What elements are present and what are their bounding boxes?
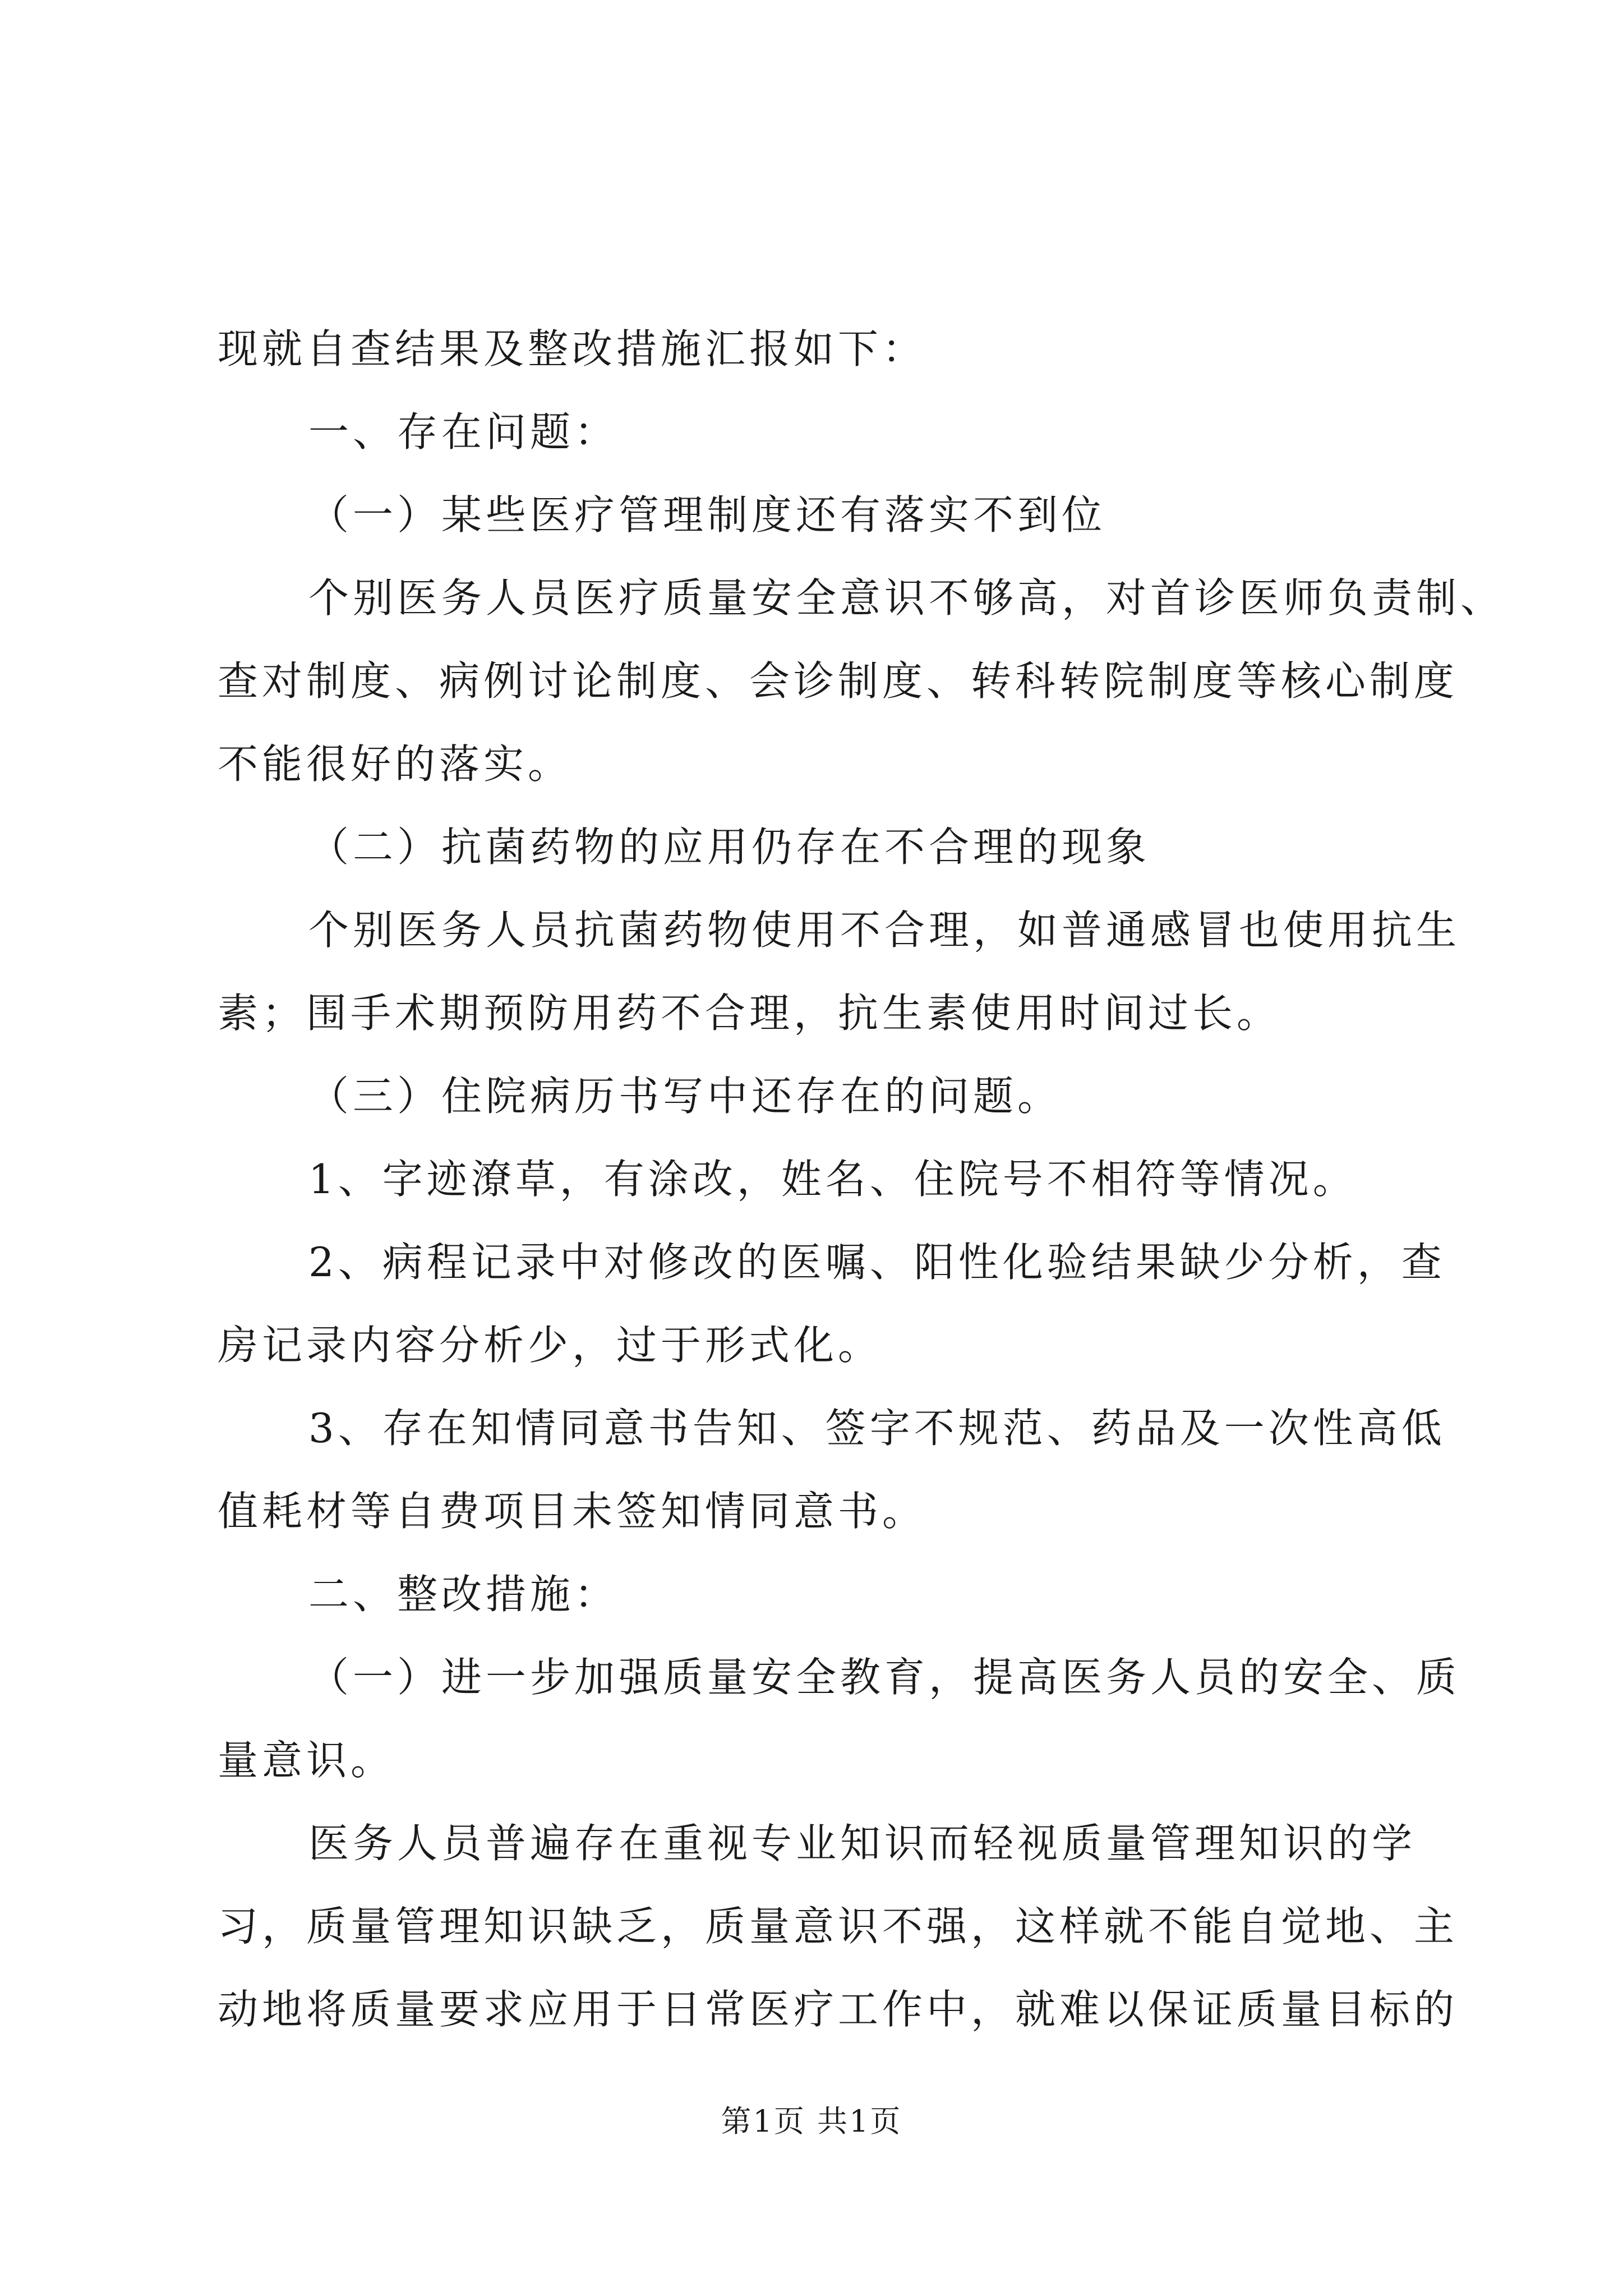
list-item-2: 2、病程记录中对修改的医嘱、阳性化验结果缺少分析，查 <box>308 1239 1446 1286</box>
list-item-2-continued: 房记录内容分析少，过于形式化。 <box>218 1322 883 1369</box>
section-heading-measures: 二、整改措施： <box>308 1571 619 1618</box>
paragraph-line: 习，质量管理知识缺乏，质量意识不强，这样就不能自觉地、主 <box>218 1903 1459 1950</box>
document-body <box>218 307 1505 2051</box>
paragraph-line: 个别医务人员医疗质量安全意识不够高，对首诊医师负责制、 <box>308 574 1505 622</box>
subheading-antibiotics: （二）抗菌药物的应用仍存在不合理的现象 <box>308 823 1151 871</box>
subheading-continued: 量意识。 <box>218 1737 395 1784</box>
subheading-management-system: （一）某些医疗管理制度还有落实不到位 <box>308 491 1106 539</box>
list-item-3: 3、存在知情同意书告知、签字不规范、药品及一次性高低 <box>308 1405 1446 1452</box>
paragraph-line: 查对制度、病例讨论制度、会诊制度、转科转院制度等核心制度 <box>218 657 1459 705</box>
paragraph-line: 素；围手术期预防用药不合理，抗生素使用时间过长。 <box>218 990 1281 1037</box>
list-item-3-continued: 值耗材等自费项目未签知情同意书。 <box>218 1488 927 1535</box>
page-footer: 第1页 共1页 <box>721 2104 902 2139</box>
section-heading-problems: 一、存在问题： <box>308 408 619 455</box>
paragraph-line: 个别医务人员抗菌药物使用不合理，如普通感冒也使用抗生 <box>308 907 1461 954</box>
list-item-1: 1、字迹潦草，有涂改，姓名、住院号不相符等情况。 <box>308 1156 1357 1203</box>
paragraph-line: 不能很好的落实。 <box>218 740 573 788</box>
subheading-medical-records: （三）住院病历书写中还存在的问题。 <box>308 1073 1062 1120</box>
subheading-safety-education: （一）进一步加强质量安全教育，提高医务人员的安全、质 <box>308 1654 1461 1701</box>
intro-line: 现就自查结果及整改措施汇报如下： <box>218 325 927 372</box>
paragraph-line: 动地将质量要求应用于日常医疗工作中，就难以保证质量目标的 <box>218 1986 1459 2033</box>
paragraph-line: 医务人员普遍存在重视专业知识而轻视质量管理知识的学 <box>308 1820 1417 1867</box>
